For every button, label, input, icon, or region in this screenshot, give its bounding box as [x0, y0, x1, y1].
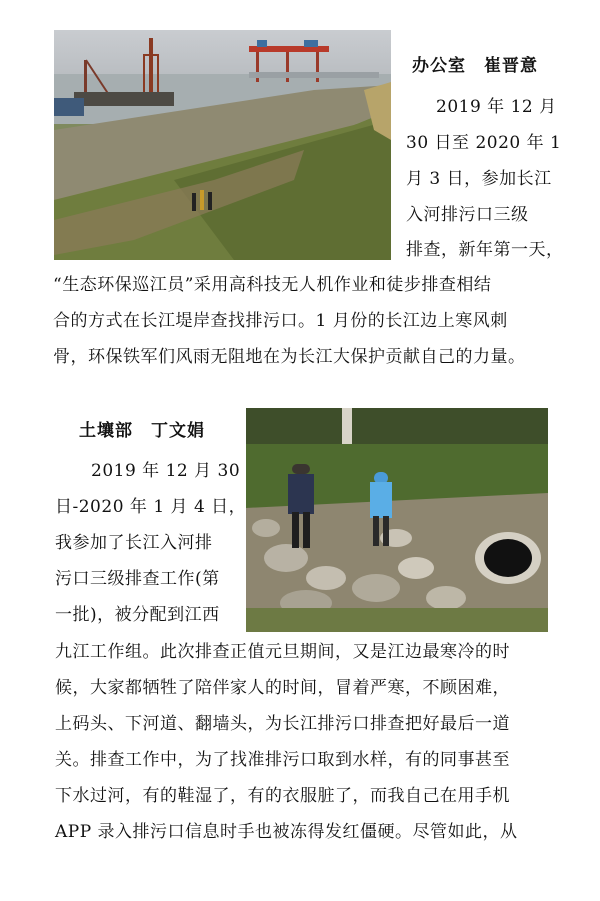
section2-line: 下水过河，有的鞋湿了，有的衣服脏了，而我自己在用手机 — [55, 786, 510, 806]
section2-line: 一批)，被分配到江西 — [55, 605, 220, 625]
section1-line: 骨，环保铁军们风雨无阻地在为长江大保护贡献自己的力量。 — [53, 347, 526, 367]
section2-line: 污口三级排查工作(第 — [55, 569, 220, 589]
section1-line: 2019 年 12 月 — [436, 97, 557, 117]
section2-heading: 土壤部 丁文娟 — [79, 421, 205, 441]
drain-outlet-photo — [246, 408, 548, 632]
section2-line: 关。排查工作中，为了找准排污口取到水样，有的同事甚至 — [55, 750, 510, 770]
riverbank-aerial-photo — [54, 30, 391, 260]
section2-line: 日-2020 年 1 月 4 日， — [55, 497, 247, 517]
section1-heading: 办公室 崔晋意 — [412, 56, 538, 76]
section2-line: 九江工作组。此次排查正值元旦期间，又是江边最寒冷的时 — [55, 642, 510, 662]
section1-line: 月 3 日，参加长江 — [406, 169, 552, 189]
section2-line: 上码头、下河道、翻墙头，为长江排污口排查把好最后一道 — [55, 714, 510, 734]
section2-line: 候，大家都牺牲了陪伴家人的时间，冒着严寒，不顾困难， — [55, 678, 510, 698]
section2-line: 我参加了长江入河排 — [55, 533, 213, 553]
section1-line: 30 日至 2020 年 1 — [406, 133, 562, 153]
section2-line: 2019 年 12 月 30 — [91, 461, 241, 481]
section1-line: 入河排污口三级 — [406, 205, 529, 225]
section1-line: “生态环保巡江员”采用高科技无人机作业和徒步排查相结 — [53, 275, 492, 295]
section2-line: APP 录入排污口信息时手也被冻得发红僵硬。尽管如此，从 — [55, 822, 518, 842]
section1-line: 排查，新年第一天， — [406, 240, 564, 260]
section1-line: 合的方式在长江堤岸查找排污口。1 月份的长江边上寒风刺 — [53, 311, 508, 331]
